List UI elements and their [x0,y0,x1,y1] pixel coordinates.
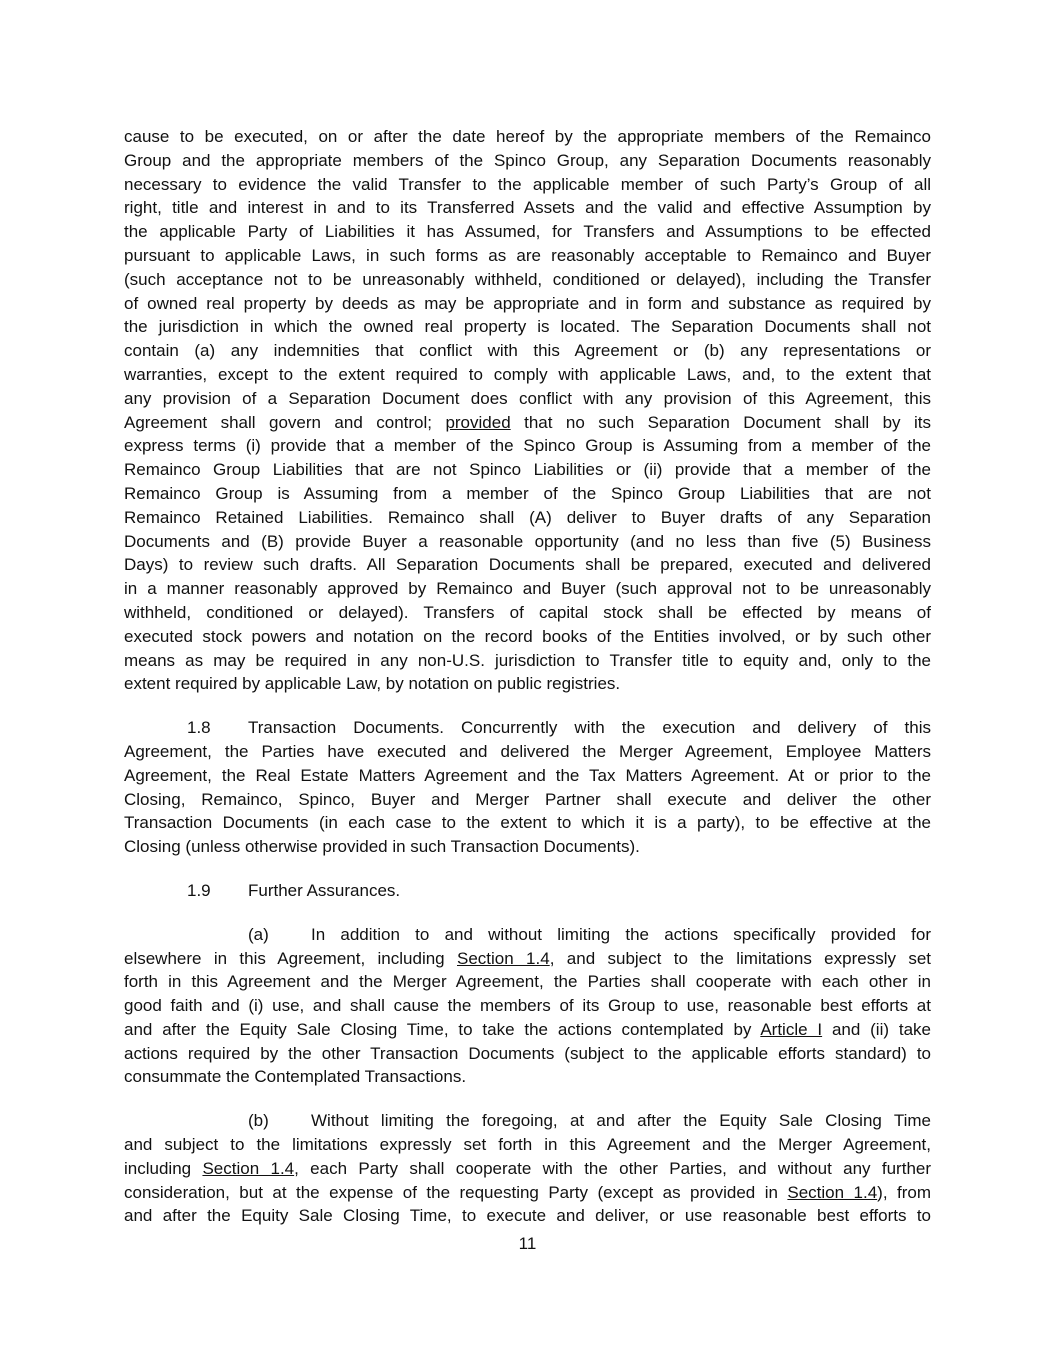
paragraph [124,125,931,696]
line-text: Closing, Remainco, Spinco, Buyer and Merger Partner shall execute and deliver the other [124,789,931,809]
line-text: and after the Equity Sale Closing Time, to take the actions contemplated by Article I and (ii) take [124,1019,931,1039]
text-line [124,339,931,363]
text-line [124,173,931,197]
line-text: Days) to review such drafts. All Separation Documents shall be prepared, executed and delivered [124,555,931,575]
line-text: Agreement, the Real Estate Matters Agreement and the Tax Matters Agreement. At or prior to the [124,765,931,785]
document-body [124,125,931,1228]
text-line [124,716,931,740]
text-line [124,994,931,1018]
cross-reference: Article I [760,1019,823,1039]
section-number: 1.8 [187,718,211,738]
line-text: of owned real property by deeds as may be appropriate and in form and substance as required by [124,293,931,313]
text-line [124,764,931,788]
line-text: forth in this Agreement and the Merger Agreement, the Parties shall cooperate with each other in [124,972,931,992]
text-line [124,1018,931,1042]
line-text: Documents and (B) provide Buyer a reasonable opportunity (and no less than five (5) Business [124,531,931,551]
text-line [124,530,931,554]
text-line [124,947,931,971]
page-number: 11 [518,1234,537,1253]
line-text: Group and the appropriate members of the Spinco Group, any Separation Documents reasonably [124,150,931,170]
text-line [124,788,931,812]
line-text: executed stock powers and notation on the record books of the Entities involved, or by such other [124,626,931,646]
line-text: cause to be executed, on or after the date hereof by the appropriate members of the Remainco [124,127,931,146]
text-line [124,482,931,506]
cross-reference: Section 1.4 [787,1182,878,1202]
text-line [124,553,931,577]
line-text: withheld, conditioned or delayed). Transfers of capital stock shall be effected by means of [124,602,931,622]
text-line [124,387,931,411]
line-text: Remainco Retained Liabilities. Remainco shall (A) deliver to Buyer drafts of any Separation [124,507,931,527]
text-line [124,1065,931,1089]
line-text: the applicable Party of Liabilities it has Assumed, for Transfers and Assumptions to be effected [124,222,931,242]
text-line [124,244,931,268]
line-text: contain (a) any indemnities that conflict with this Agreement or (b) any representations or [124,341,931,361]
text-line [124,835,931,859]
text-line [124,292,931,316]
line-text: good faith and (i) use, and shall cause the members of its Group to use, reasonable best efforts at [124,996,931,1016]
section-a [124,923,931,1090]
text-line [124,970,931,994]
line-text: warranties, except to the extent required to comply with applicable Laws, and, to the extent that [124,364,931,384]
line-text: Remainco Group is Assuming from a member of the Spinco Group Liabilities that are not [124,483,931,503]
line-text: consummate the Contemplated Transactions. [124,1067,467,1087]
line-text: the jurisdiction in which the owned real property is located. The Separation Documents shall not [124,317,931,337]
line-text: (such acceptance not to be unreasonably withheld, conditioned or delayed), including the Transfer [124,269,931,289]
text-line [124,601,931,625]
line-text: Transaction Documents (in each case to the extent to which it is a party), to be effective at the [124,813,931,833]
line-text: Agreement, the Parties have executed and delivered the Merger Agreement, Employee Matters [124,741,931,761]
line-text: Agreement shall govern and control; provided that no such Separation Document shall by its [124,412,931,432]
text-line [124,649,931,673]
text-line [124,625,931,649]
text-line [124,149,931,173]
text-line [124,411,931,435]
line-text: any provision of a Separation Document does conflict with any provision of this Agreement, this [124,388,931,408]
cross-reference: Section 1.4 [457,948,550,968]
text-line [124,315,931,339]
line-text: and after the Equity Sale Closing Time, to execute and deliver, or use reasonable best efforts to [124,1206,931,1226]
text-line [124,363,931,387]
line-text: elsewhere in this Agreement, including Section 1.4, and subject to the limitations expressly set [124,948,931,968]
line-text: pursuant to applicable Laws, in such forms as are reasonably acceptable to Remainco and Buyer [124,245,931,265]
line-text: right, title and interest in and to its Transferred Assets and the valid and effective Assumption by [124,198,931,218]
line-text: necessary to evidence the valid Transfer to the applicable member of such Party’s Group of all [124,174,931,194]
line-text: consideration, but at the expense of the requesting Party (except as provided in Section 1.4), from [124,1182,931,1202]
line-text: Remainco Group Liabilities that are not Spinco Liabilities or (ii) provide that a member of the [124,460,931,480]
section-number: (a) [248,924,269,944]
line-text: in a manner reasonably approved by Remainco and Buyer (such approval not to be unreasonably [124,579,931,599]
line-text: Without limiting the foregoing, at and after the Equity Sale Closing Time [311,1111,931,1131]
text-line [124,1109,931,1133]
text-line [124,458,931,482]
line-text: including Section 1.4, each Party shall cooperate with the other Parties, and without any further [124,1158,931,1178]
text-line [124,1157,931,1181]
line-text: Closing (unless otherwise provided in such Transaction Documents). [124,837,640,857]
text-line [124,268,931,292]
text-line [124,1181,931,1205]
cross-reference: provided [445,412,511,432]
line-text: In addition to and without limiting the actions specifically provided for [311,924,931,944]
section-b [124,1109,931,1228]
text-line [124,1204,931,1228]
text-line [124,196,931,220]
text-line [124,577,931,601]
text-line [124,1133,931,1157]
text-line [124,506,931,530]
line-text: Transaction Documents. Concurrently with the execution and delivery of this [248,718,931,738]
line-text: extent required by applicable Law, by notation on public registries. [124,674,621,694]
section-number: 1.9 [187,880,211,900]
section-number: (b) [248,1111,269,1131]
text-line [124,811,931,835]
text-line [124,740,931,764]
line-text: means as may be required in any non-U.S. jurisdiction to Transfer title to equity and, only to the [124,650,931,670]
line-text: actions required by the other Transaction Documents (subject to the applicable efforts standard) to [124,1043,931,1063]
text-line [124,220,931,244]
text-line [124,672,931,696]
section-18 [124,716,931,859]
text-line [124,879,931,903]
line-text: and subject to the limitations expressly set forth in this Agreement and the Merger Agreement, [124,1135,931,1155]
text-line [124,434,931,458]
text-line [124,923,931,947]
text-line [124,1042,931,1066]
cross-reference: Section 1.4 [202,1158,295,1178]
line-text: express terms (i) provide that a member of the Spinco Group is Assuming from a member of the [124,436,931,456]
text-line [124,125,931,149]
line-text: Further Assurances. [248,880,401,900]
section-19 [124,879,931,903]
